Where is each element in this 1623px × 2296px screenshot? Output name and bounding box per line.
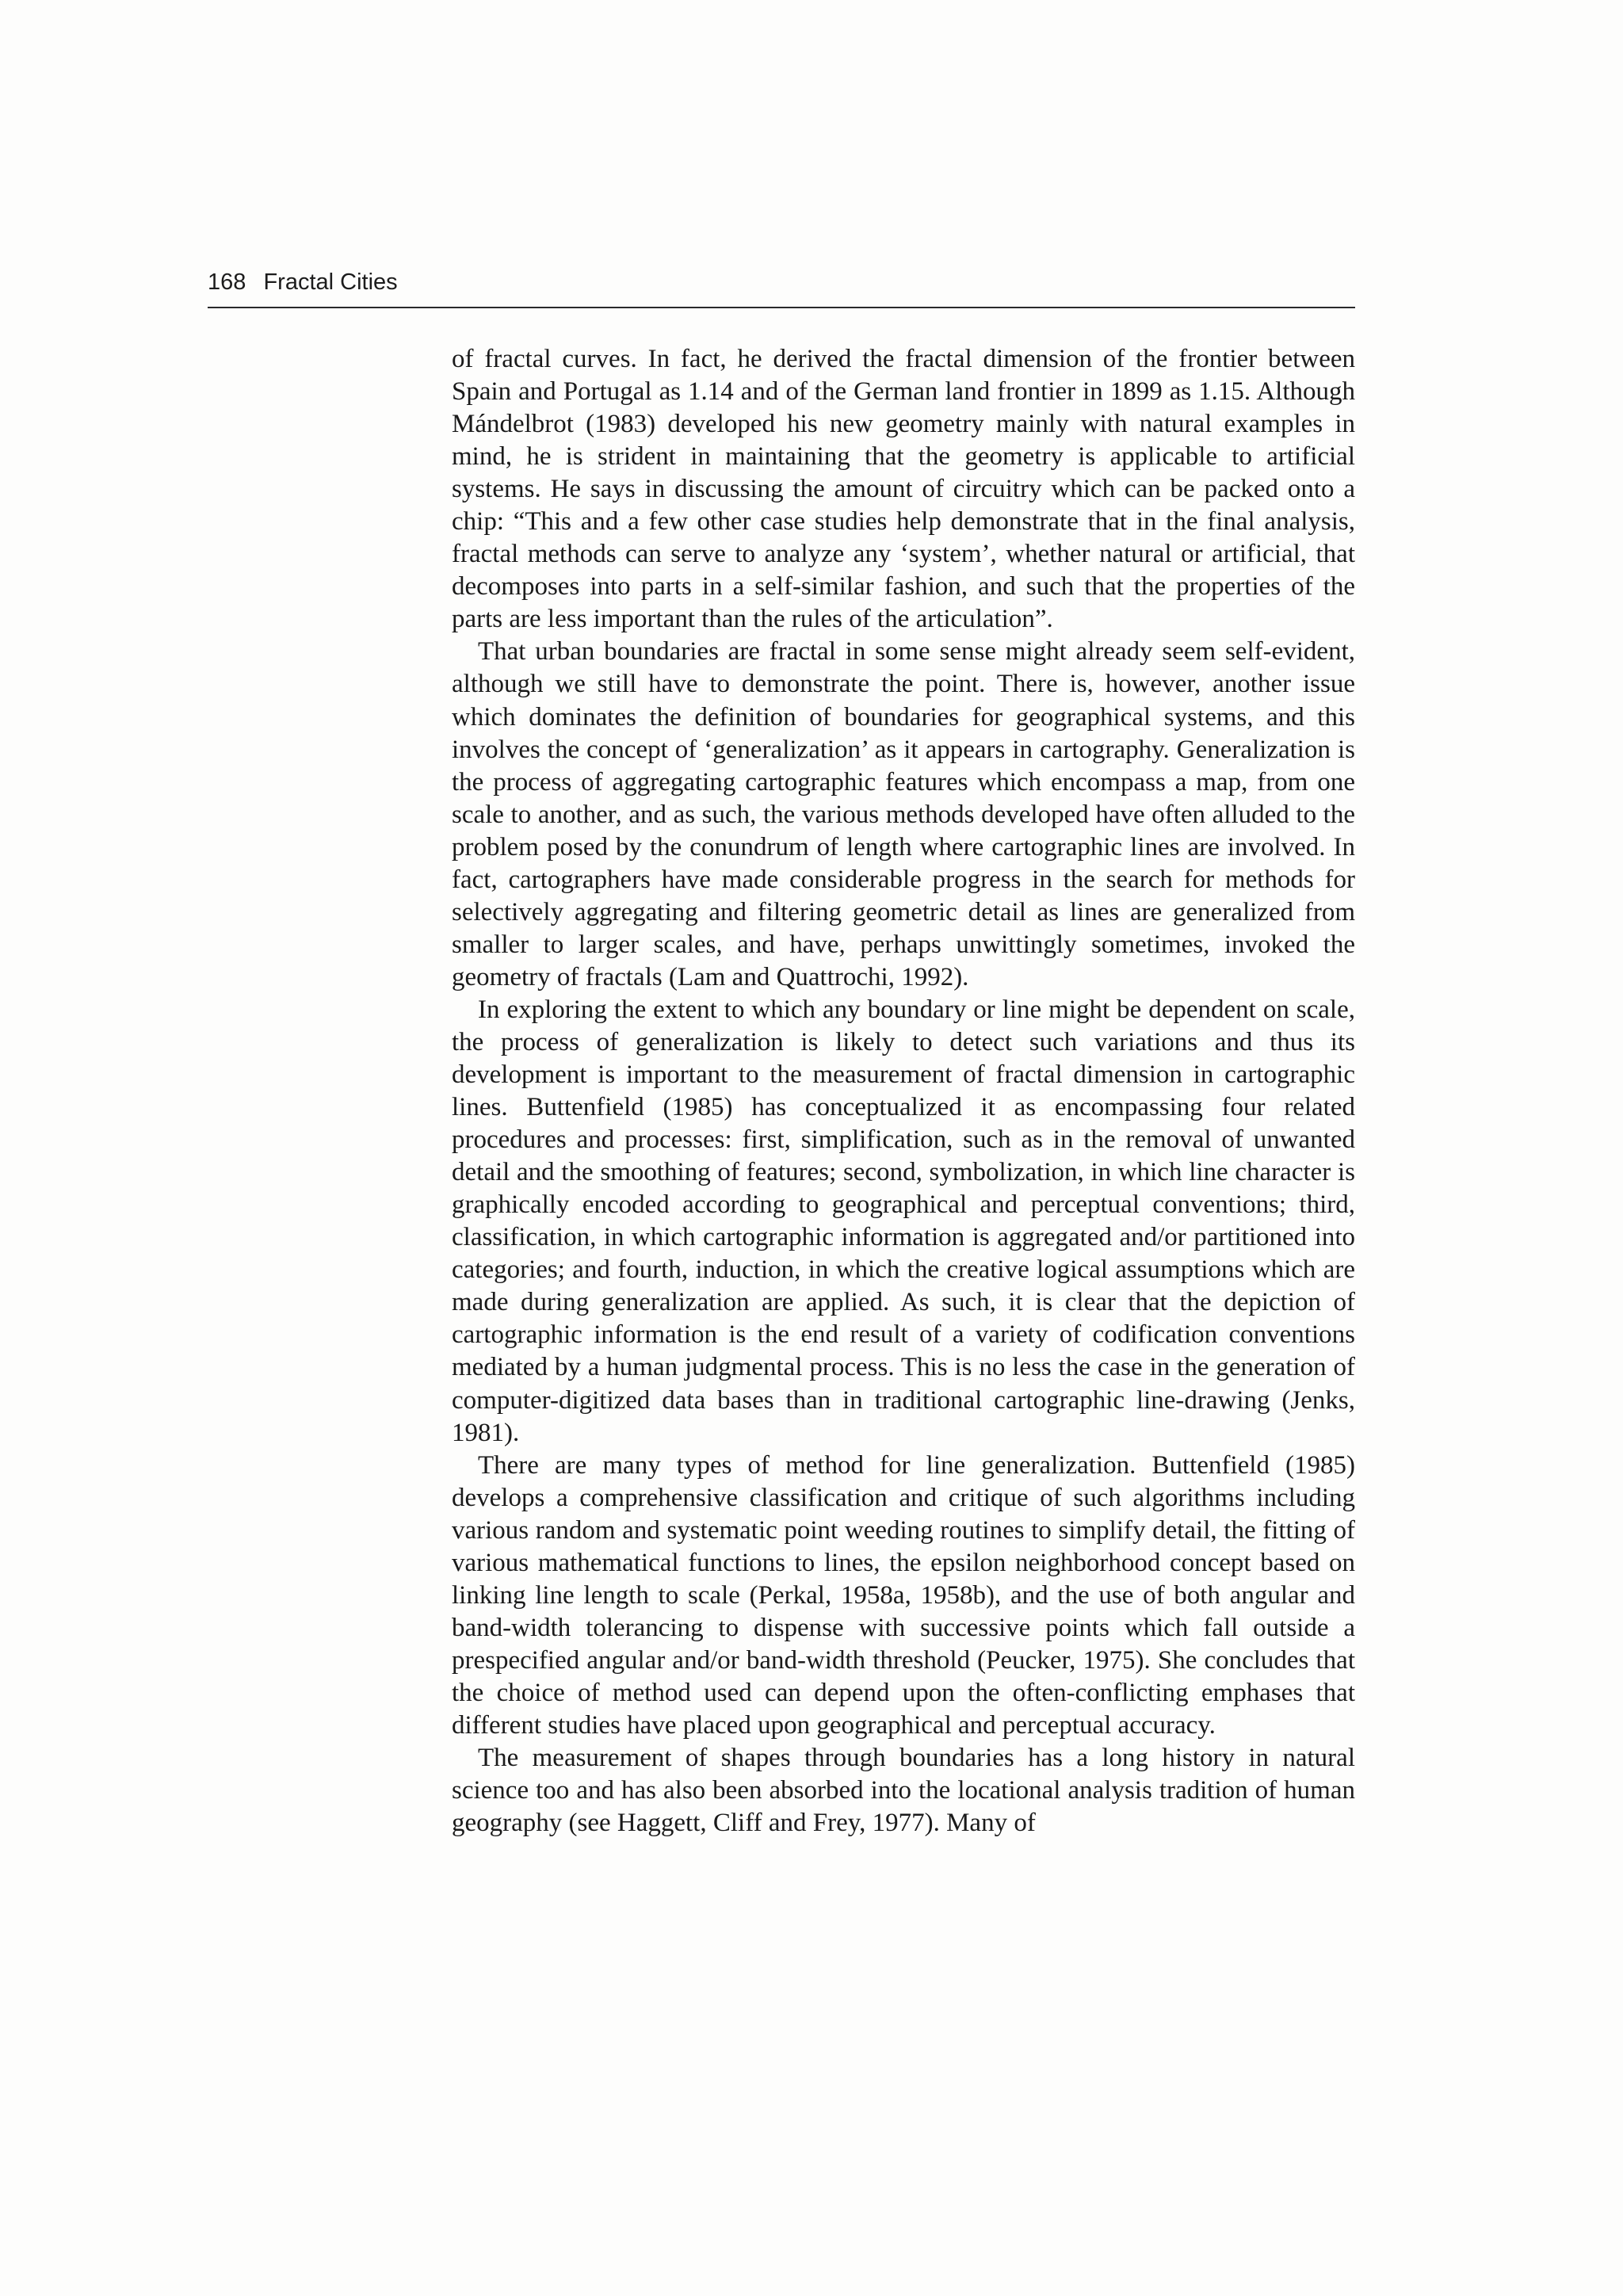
paragraph-urban-boundaries: That urban boundaries are fractal in some sense might already seem self-evident, although we still have to demonstrate the point. There is, however, another issue which dominates the definition of boundaries for geographical systems, and this involves the concept of ‘generalization’ as it appears in cartography. Generalization is the process of aggregating cartographic features which encompass a map, from one scale to another, and as such, the various methods developed have often alluded to the problem posed by the conundrum of length where cartographic lines are involved. In fact, cartographers have made considerable progress in the search for methods for selectively aggregating and filtering geometric detail as lines are generalized from smaller to larger scales, and have, perhaps unwittingly sometimes, invoked the geometry of fractals (Lam and Quattrochi, 1992). [452,637,1355,991]
page-number: 168 [208,269,246,295]
running-head [208,269,1355,296]
header-rule [208,307,1355,308]
body-text [452,343,1355,1839]
paragraph-continued: of fractal curves. In fact, he derived the fractal dimension of the frontier between Spain and Portugal as 1.14 and of the German land frontier in 1899 as 1.15. Although Mándelbrot (1983) developed his new geometry mainly with natural examples in mind, he is strident in maintaining that the geometry is applicable to artificial systems. He says in discussing the amount of circuitry which can be packed onto a chip: “This and a few other case studies help demonstrate that in the final analysis, fractal methods can serve to analyze any ‘system’, whether natural or artificial, that decomposes into parts in a self-similar fashion, and such that the properties of the parts are less important than the rules of the articulation”. [452,345,1355,634]
paragraph-shape-measurement: The measurement of shapes through boundaries has a long history in natural science too and has also been absorbed into the locational analysis tradition of human geography (see Haggett, Cliff and Frey, 1977). Many of [452,1744,1355,1838]
paragraph-line-generalization-methods: There are many types of method for line generalization. Buttenfield (1985) develops a comprehensive classification and critique of such algorithms including various random and systematic point weeding routines to simplify detail, the fitting of various mathematical functions to lines, the epsilon neighborhood concept based on linking line length to scale (Perkal, 1958a, 1958b), and the use of both angular and band-width tolerancing to dispense with successive points which fall outside a prespecified angular and/or band-width threshold (Peucker, 1975). She concludes that the choice of method used can depend upon the often-conflicting emphases that different studies have placed upon geographical and perceptual accuracy. [452,1450,1355,1740]
paragraph-generalization-scale: In exploring the extent to which any boundary or line might be dependent on scale, the process of generalization is likely to detect such variations and thus its development is important to the measurement of fractal dimension in cartographic lines. Buttenfield (1985) has conceptualized it as encompassing four related procedures and processes: first, simplification, such as in the removal of unwanted detail and the smoothing of features; second, symbolization, in which line character is graphically encoded according to geographical and perceptual conventions; third, classification, in which cartographic information is aggregated and/or partitioned into categories; and fourth, induction, in which the creative logical assumptions which are made during generalization are applied. As such, it is clear that the depiction of cartographic information is the end result of a variety of codification conventions mediated by a human judgmental process. This is no less the case in the generation of computer-digitized data bases than in traditional cartographic line-drawing (Jenks, 1981). [452,995,1355,1447]
running-title: Fractal Cities [263,269,398,295]
